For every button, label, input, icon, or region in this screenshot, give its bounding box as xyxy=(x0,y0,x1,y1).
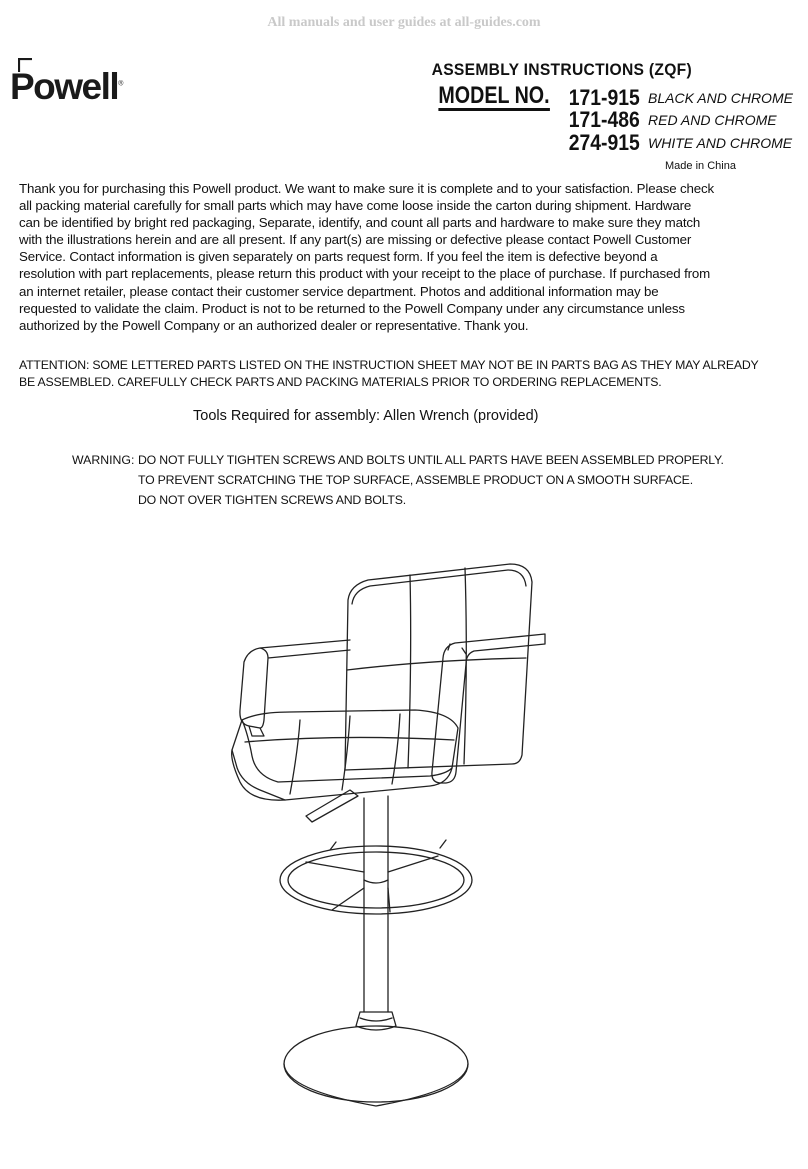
model-number: 171-915 xyxy=(568,85,640,110)
tools-required: Tools Required for assembly: Allen Wrench (provided) xyxy=(193,408,539,424)
brand-logo-text: Powell xyxy=(10,66,119,107)
model-finish: WHITE AND CHROME xyxy=(648,135,793,151)
model-finish: RED AND CHROME xyxy=(648,112,777,128)
page-title: ASSEMBLY INSTRUCTIONS (ZQF) xyxy=(431,60,692,79)
warning-lines: DO NOT FULLY TIGHTEN SCREWS AND BOLTS UNTIL ALL PARTS HAVE BEEN ASSEMBLED PROPERLY. TO PREVENT SCRATCHING THE TOP SURFACE, ASSEMBLE PRODUCT ON A SMOOTH SURFACE. DO NOT OVER TIGHTEN SCREWS AND BOLTS. xyxy=(138,453,724,507)
brand-logo xyxy=(10,66,122,108)
intro-paragraph: Thank you for purchasing this Powell product. We want to make sure it is complete and to your satisfaction. Please check all packing material carefully for small parts which may have come loose inside the carton during shipment. Hardware can be identified by bright red packaging, Separate, identify, and count all parts and hardware to make sure they match with the illustrations herein and are all present. If any part(s) are missing or defective please contact Powell Customer Service. Contact information is given separately on parts request form. If you feel the item is defective beyond a resolution with part replacements, please return this product with your receipt to the place of purchase. If purchased from an internet retailer, please contact their customer service department. Photos and additional information may be requested to validate the claim. Product is not to be returned to the Powell Company under any circumstance unless authorized by the Powell Company or an authorized dealer or representative. Thank you. xyxy=(19,181,714,333)
registered-mark: ® xyxy=(118,80,122,88)
model-finish: BLACK AND CHROME xyxy=(648,90,793,106)
gas-lever xyxy=(306,790,358,822)
gas-cylinder xyxy=(364,796,388,1012)
watermark: All manuals and user guides at all-guides.com xyxy=(267,15,541,30)
model-number: 274-915 xyxy=(568,130,640,155)
made-in-label: Made in China xyxy=(665,160,736,172)
model-number-label: MODEL NO. xyxy=(438,82,550,109)
model-number: 171-486 xyxy=(568,107,640,132)
disc-base xyxy=(284,1026,468,1102)
bar-stool-illustration xyxy=(200,550,580,1130)
warning-label: WARNING: xyxy=(72,453,135,467)
attention-notice: ATTENTION: SOME LETTERED PARTS LISTED ON THE INSTRUCTION SHEET MAY NOT BE IN PARTS BAG AS THEY MAY ALREADY BE ASSEMBLED. CAREFULLY CHECK PARTS AND PACKING MATERIALS PRIOR TO ORDERING REPLACEMENTS. xyxy=(19,358,759,389)
footrest-ring xyxy=(280,846,472,914)
